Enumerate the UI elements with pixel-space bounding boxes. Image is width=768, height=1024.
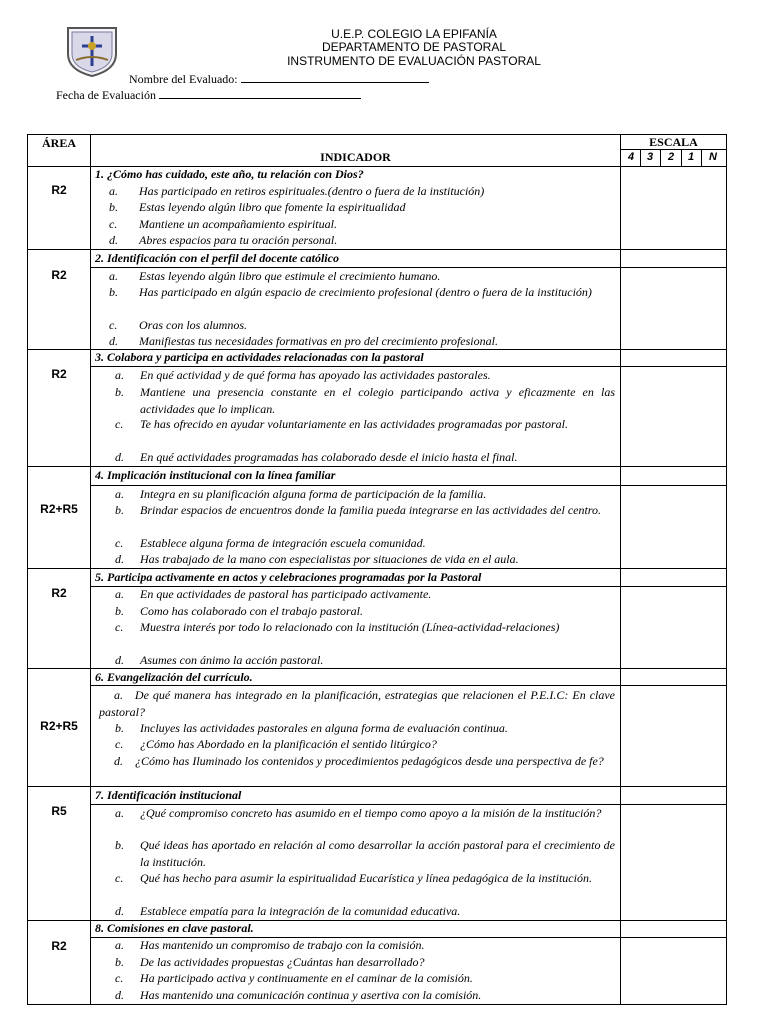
section-7-area: R5 — [51, 804, 67, 818]
section-3-item-d: d. En qué actividades programadas has colaborado desde el inicio hasta el final. — [115, 450, 518, 464]
section-8-title: 8. Comisiones en clave pastoral. — [95, 921, 254, 935]
section-7-item-c: c. Qué has hecho para asumir la espiritualidad Eucarística y línea pedagógica de la institución. — [115, 871, 592, 885]
section-4-item-b: b. Brindar espacios de encuentros donde la familia pueda integrarse en las actividades del centro. — [115, 503, 602, 517]
section-3-item-c: c. Te has ofrecido en ayudar voluntariamente en las actividades programadas por pastoral. — [115, 417, 568, 431]
section-3-title: 3. Colabora y participa en actividades relacionadas con la pastoral — [95, 350, 424, 364]
section-6-item-c: c. ¿Cómo has Abordado en la planificación el sentido litúrgico? — [115, 737, 437, 751]
section-7-item-d: d. Establece empatía para la integración de la comunidad educativa. — [115, 904, 461, 918]
section-1-title: 1. ¿Cómo has cuidado, este año, tu relación con Dios? — [95, 167, 364, 181]
section-5-item-d: d. Asumes con ánimo la acción pastoral. — [115, 653, 324, 667]
section-8-item-a: a. Has mantenido un compromiso de trabajo con la comisión. — [115, 938, 425, 952]
section-4-title: 4. Implicación institucional con la línea familiar — [95, 468, 336, 482]
department-title: DEPARTAMENTO DE PASTORAL — [321, 40, 507, 54]
section-8-item-c: c. Ha participado activa y continuamente en el caminar de la comisión. — [115, 971, 473, 985]
school-name: U.E.P. COLEGIO LA EPIFANÍA — [331, 27, 497, 41]
section-2-title: 2. Identificación con el perfil del docente católico — [95, 251, 339, 265]
scale-3: 3 — [646, 151, 654, 163]
area-header: ÁREA — [41, 136, 76, 150]
section-8-item-d: d. Has mantenido una comunicación continua y asertiva con la comisión. — [115, 988, 482, 1002]
section-2-item-c: c. Oras con los alumnos. — [109, 318, 248, 332]
section-6-area: R2+R5 — [40, 719, 78, 733]
section-6-item-b: b. Incluyes las actividades pastorales en alguna forma de evaluación continua. — [115, 721, 508, 735]
section-6-title: 6. Evangelización del currículo. — [95, 670, 253, 684]
section-2-item-a: a. Estas leyendo algún libro que estimule el crecimiento humano. — [109, 269, 441, 283]
section-6-item-d: d. ¿Cómo has Iluminado los contenidos y procedimientos pedagógicos desde una perspectiva de fe? — [114, 754, 604, 768]
section-2-area: R2 — [51, 268, 67, 282]
scale-2: 2 — [667, 151, 675, 163]
section-5-title: 5. Participa activamente en actos y celebraciones programadas por la Pastoral — [95, 570, 482, 584]
section-3-item-b: b. Mantiene una presencia constante en el colegio participando activa y eficazmente en las actividades que lo implican. — [115, 385, 615, 416]
scale-4: 4 — [627, 151, 635, 163]
section-1-item-d: d. Abres espacios para tu oración personal. — [109, 233, 338, 247]
section-4-item-c: c. Establece alguna forma de integración escuela comunidad. — [115, 536, 426, 550]
section-5-item-b: b. Como has colaborado con el trabajo pastoral. — [115, 604, 364, 618]
section-7-item-a: a. ¿Qué compromiso concreto has asumido en el tiempo como apoyo a la misión de la institución? — [115, 806, 602, 820]
section-3-item-a: a. En qué actividad y de qué forma has apoyado las actividades pastorales. — [115, 368, 491, 382]
section-4-item-a: a. Integra en su planificación alguna forma de participación de la familia. — [115, 487, 487, 501]
evaluated-name-label: Nombre del Evaluado: — [129, 72, 238, 86]
scale-header: ESCALA — [649, 135, 698, 149]
section-2-item-d: d. Manifiestas tus necesidades formativas en pro del crecimiento profesional. — [109, 334, 498, 348]
section-8-area: R2 — [51, 939, 67, 953]
section-5-item-c: c. Muestra interés por todo lo relacionado con la institución (Línea-actividad-relaciones) — [115, 620, 560, 634]
section-2-item-b: b. Has participado en algún espacio de crecimiento profesional (dentro o fuera de la institución) — [109, 285, 592, 299]
section-4-item-d: d. Has trabajado de la mano con especialistas por situaciones de vida en el aula. — [115, 552, 519, 566]
instrument-title: INSTRUMENTO DE EVALUACIÓN PASTORAL — [287, 54, 541, 68]
section-1-item-b: b. Estas leyendo algún libro que fomente la espiritualidad — [109, 200, 406, 214]
section-5-item-a: a. En que actividades de pastoral has participado activamente. — [115, 587, 432, 601]
section-7-title: 7. Identificación institucional — [95, 788, 242, 802]
section-8-item-b: b. De las actividades propuestas ¿Cuántas han desarrollado? — [115, 955, 425, 969]
section-1-item-a: a. Has participado en retiros espirituales.(dentro o fuera de la institución) — [109, 184, 485, 198]
section-3-area: R2 — [51, 367, 67, 381]
section-7-item-b: b. Qué ideas has aportado en relación al como desarrollar la acción pastoral para el crecimiento de la institución. — [115, 838, 615, 869]
section-4-area: R2+R5 — [40, 502, 78, 516]
indicator-header: INDICADOR — [320, 150, 391, 164]
section-5-area: R2 — [51, 586, 67, 600]
scale-n: N — [709, 151, 717, 163]
section-6-item-a: a. De qué manera has integrado en la planificación, estrategias que relacionen el P.E.I.C: En clave pastoral? — [99, 688, 616, 719]
section-1-area: R2 — [51, 183, 67, 197]
section-1-item-c: c. Mantiene un acompañamiento espiritual. — [109, 217, 337, 231]
scale-1: 1 — [687, 151, 695, 163]
evaluation-date-label: Fecha de Evaluación — [56, 88, 156, 102]
